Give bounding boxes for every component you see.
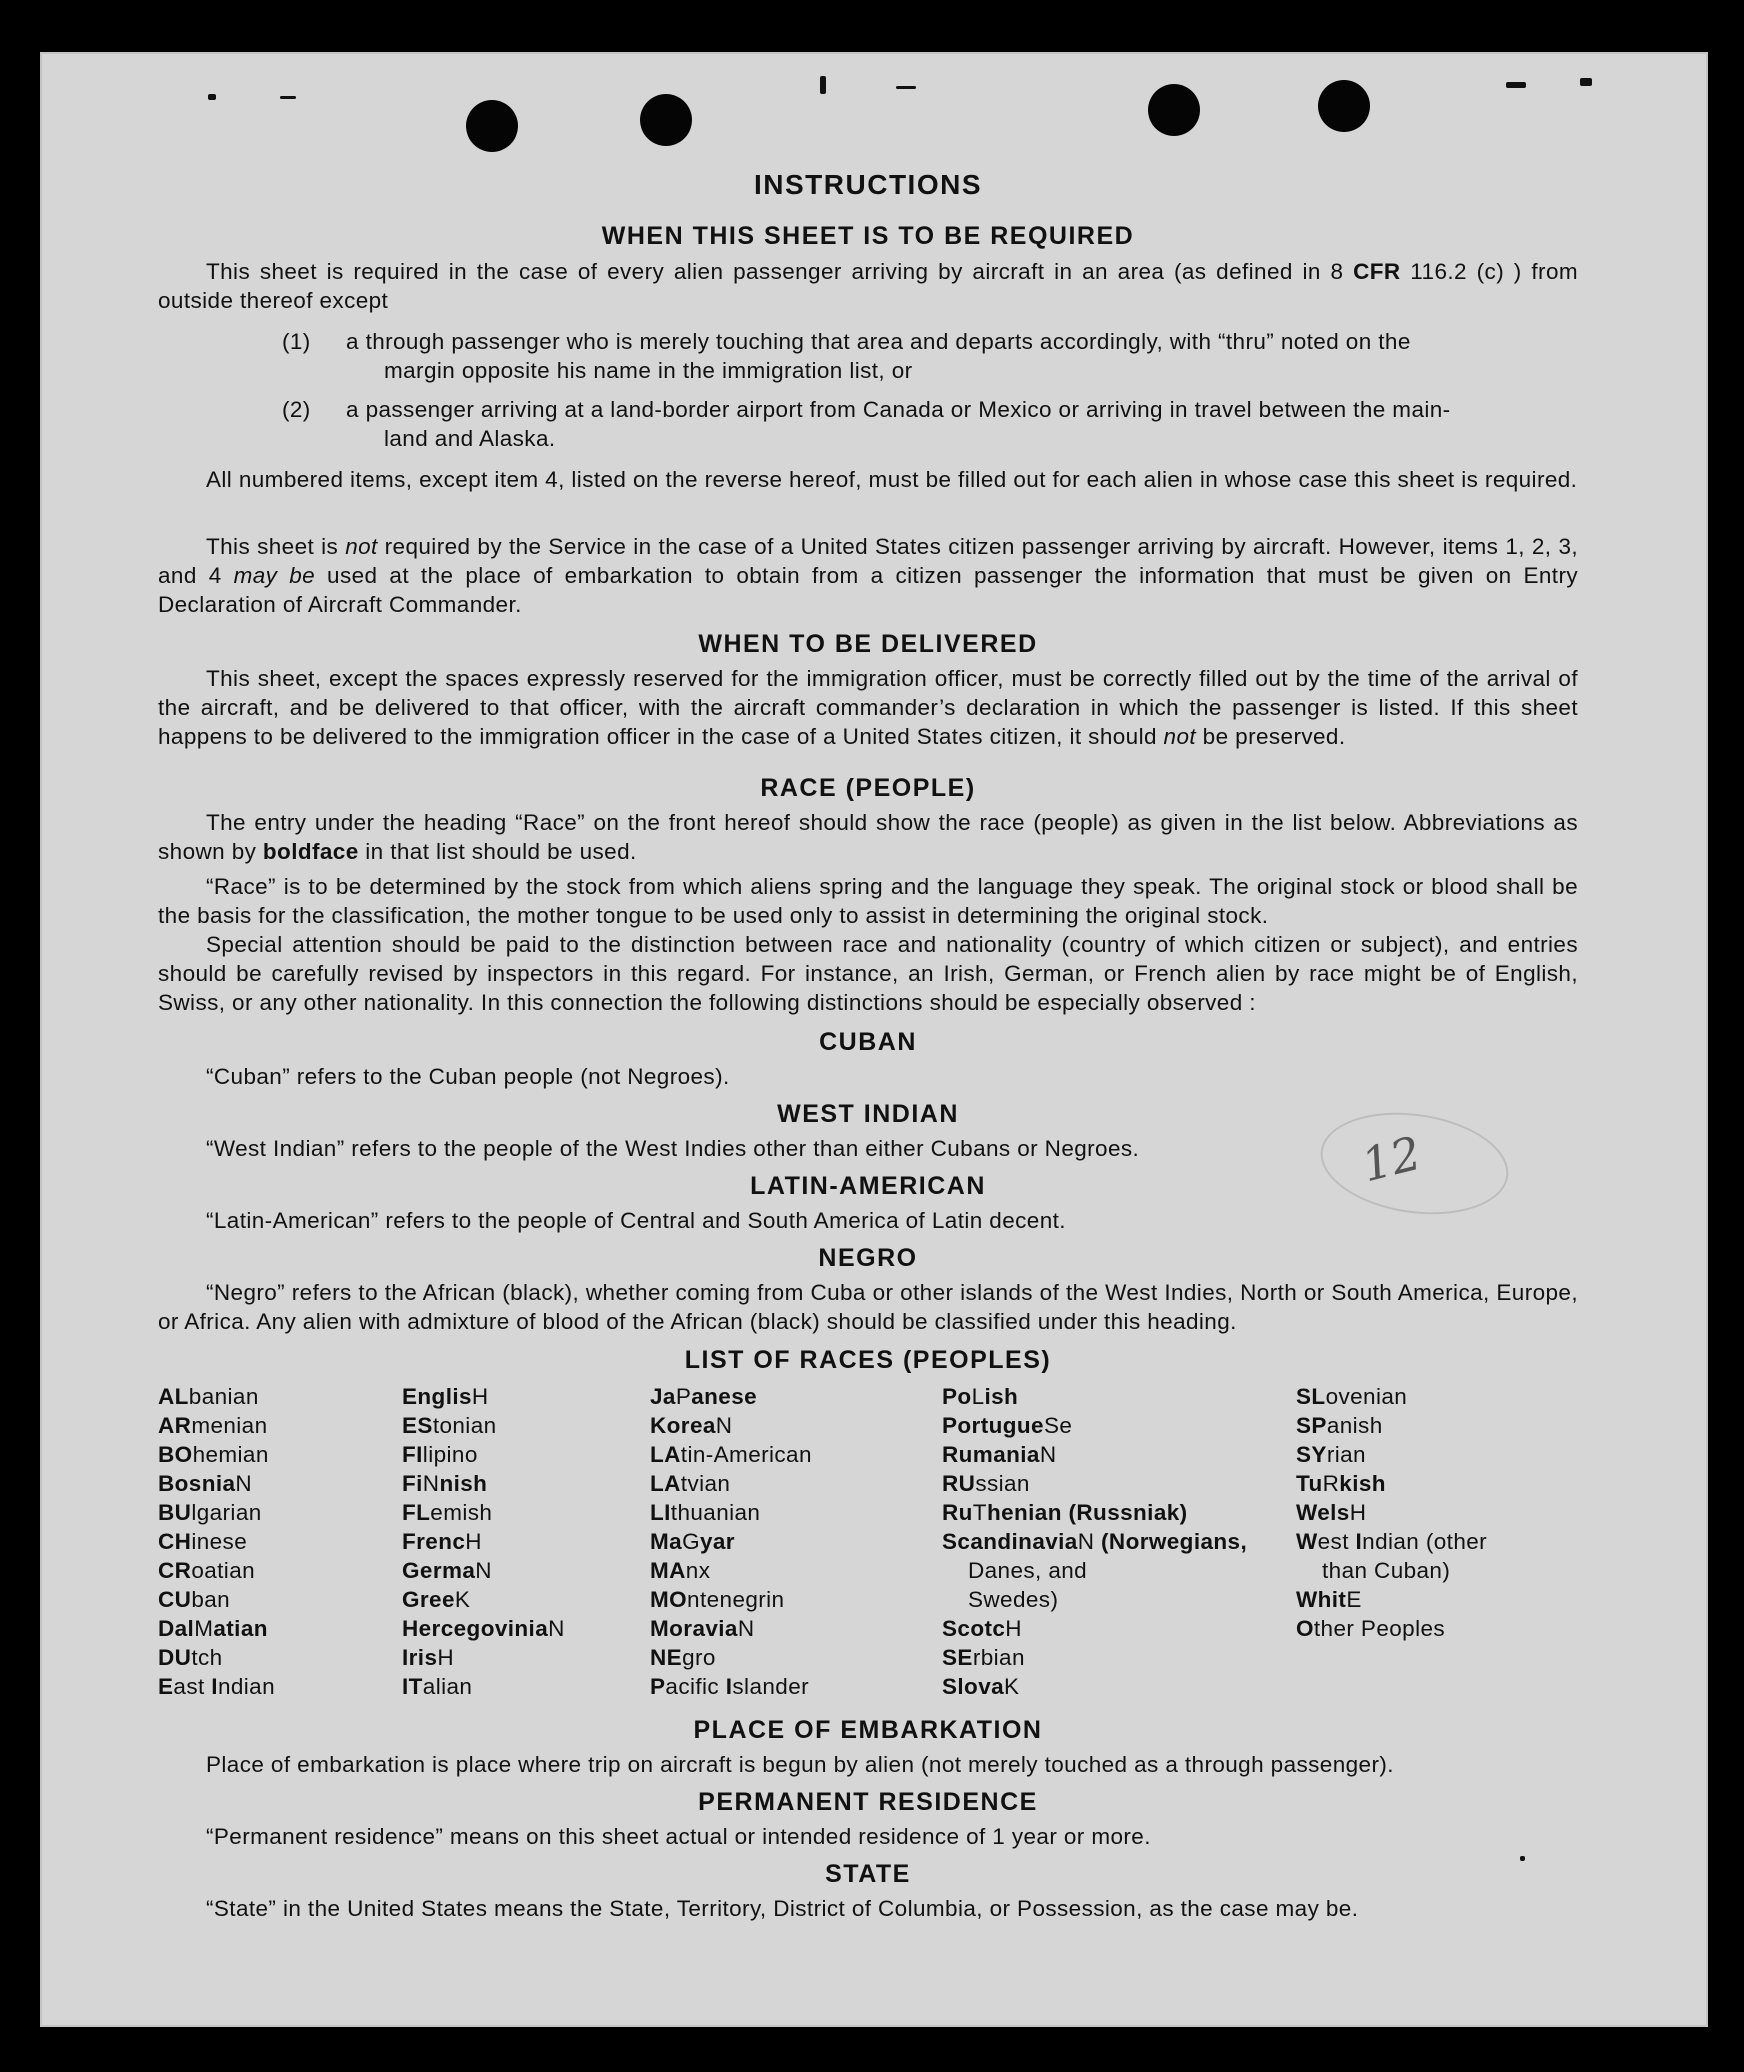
race-entry: DUtch <box>158 1645 223 1670</box>
paragraph-numbered-items: All numbered items, except item 4, listed on the reverse hereof, must be filled out for each alien in whose case this sheet is required. <box>206 467 1578 492</box>
race-entry: PortugueSe <box>942 1413 1073 1438</box>
paragraph-required: This sheet is required in the case of every alien passenger arriving by aircraft in an area (as defined in 8 CFR 116.2 (c) ) from outside thereof except <box>158 259 1578 313</box>
race-entry: than Cuban) <box>1322 1558 1451 1583</box>
race-entry: TuRkish <box>1296 1471 1386 1496</box>
item-text: a through passenger who is merely touching that area and departs accordingly, with “thru” noted on the margin opposite his name in the immigration list, or <box>346 329 1411 383</box>
race-entry: FrencH <box>402 1529 482 1554</box>
paragraph-west-indian: “West Indian” refers to the people of the West Indies other than either Cubans or Negroes. <box>206 1136 1140 1161</box>
race-entry: GermaN <box>402 1558 492 1583</box>
race-entry: BOhemian <box>158 1442 269 1467</box>
race-entry: LAtvian <box>650 1471 731 1496</box>
race-entry: RuThenian (Russniak) <box>942 1500 1188 1525</box>
punch-hole <box>640 94 692 146</box>
race-entry: EStonian <box>402 1413 497 1438</box>
race-entry: CHinese <box>158 1529 248 1554</box>
item-number: (1) <box>282 329 311 354</box>
race-entry: ITalian <box>402 1674 473 1699</box>
race-entry: Swedes) <box>968 1587 1059 1612</box>
heading-negro: NEGRO <box>818 1244 918 1272</box>
race-entry: BUlgarian <box>158 1500 262 1525</box>
race-entry: Danes, and <box>968 1558 1088 1583</box>
scan-speck <box>896 86 916 89</box>
document-sheet <box>40 52 1708 2027</box>
heading-when-delivered: WHEN TO BE DELIVERED <box>698 630 1038 658</box>
race-entry: RumaniaN <box>942 1442 1057 1467</box>
race-entry: MAnx <box>650 1558 711 1583</box>
race-entry: CRoatian <box>158 1558 256 1583</box>
race-entry: SPanish <box>1296 1413 1383 1438</box>
heading-latin-american: LATIN-AMERICAN <box>750 1172 986 1200</box>
scan-speck <box>280 96 296 99</box>
scan-speck <box>1506 82 1526 88</box>
races-column <box>650 1382 812 1701</box>
race-entry: LAtin-American <box>650 1442 812 1467</box>
race-entry: MoraviaN <box>650 1616 755 1641</box>
heading-state: STATE <box>825 1860 911 1888</box>
race-entry: ARmenian <box>158 1413 268 1438</box>
races-column <box>158 1382 275 1701</box>
race-entry: IrisH <box>402 1645 455 1670</box>
paragraph-delivered: This sheet, except the spaces expressly reserved for the immigration officer, must be correctly filled out by the time of the arrival of the aircraft, and be delivered to that officer, with the aircraft commander’s declaration in which the passenger is listed. If this sheet happens to be delivered to the immigration officer in the case of a United States citizen, it should not be preserved. <box>158 666 1578 749</box>
item-number: (2) <box>282 397 311 422</box>
punch-hole <box>466 100 518 152</box>
scan-speck <box>820 76 826 94</box>
race-entry: East Indian <box>158 1674 276 1699</box>
race-entry: MOntenegrin <box>650 1587 785 1612</box>
race-entry: ScandinaviaN (Norwegians, <box>942 1529 1248 1554</box>
heading-list-of-races: LIST OF RACES (PEOPLES) <box>684 1346 1052 1374</box>
race-entry: WhitE <box>1296 1587 1362 1612</box>
paragraph-negro: “Negro” refers to the African (black), whether coming from Cuba or other islands of the West Indies, North or South America, Europe, or Africa. Any alien with admixture of blood of the African (black) should be classified under this heading. <box>158 1280 1578 1334</box>
handwritten-number: 12 <box>1356 1125 1427 1193</box>
heading-when-required: WHEN THIS SHEET IS TO BE REQUIRED <box>601 222 1135 250</box>
race-entry: Other Peoples <box>1296 1616 1446 1641</box>
page-title: INSTRUCTIONS <box>754 169 982 200</box>
punch-hole <box>1318 80 1370 132</box>
races-column <box>402 1382 565 1701</box>
race-entry: PoLish <box>942 1384 1019 1409</box>
heading-cuban: CUBAN <box>819 1028 917 1056</box>
race-entry: Pacific Islander <box>650 1674 810 1699</box>
race-entry: ScotcH <box>942 1616 1022 1641</box>
race-entry: SLovenian <box>1296 1384 1408 1409</box>
race-entry: KoreaN <box>650 1413 733 1438</box>
race-entry: MaGyar <box>650 1529 735 1554</box>
race-entry: SlovaK <box>942 1674 1020 1699</box>
race-entry: FLemish <box>402 1500 493 1525</box>
heading-race: RACE (PEOPLE) <box>760 774 976 802</box>
race-entry: NEgro <box>650 1645 716 1670</box>
heading-place-of-embarkation: PLACE OF EMBARKATION <box>693 1716 1043 1744</box>
paragraph-citizen: This sheet is not required by the Service in the case of a United States citizen passenger arriving by aircraft. However, items 1, 2, 3, and 4 may be used at the place of embarkation to obtain from a citizen passenger the information that must be given on Entry Declaration of Aircraft Commander. <box>158 534 1579 617</box>
race-entry: WelsH <box>1296 1500 1367 1525</box>
punch-hole <box>1148 84 1200 136</box>
scan-speck <box>1580 78 1592 86</box>
paragraph-residence: “Permanent residence” means on this sheet actual or intended residence of 1 year or more. <box>206 1824 1151 1849</box>
race-entry: HercegoviniaN <box>402 1616 565 1641</box>
race-entry: FiNnish <box>402 1471 488 1496</box>
item-text: a passenger arriving at a land-border airport from Canada or Mexico or arriving in travel between the main- land and Alaska. <box>346 397 1451 451</box>
races-column <box>942 1382 1247 1701</box>
race-entry: CUban <box>158 1587 231 1612</box>
scan-speck <box>208 94 216 100</box>
race-entry: GreeK <box>402 1587 471 1612</box>
race-entry: JaPanese <box>650 1384 758 1409</box>
heading-west-indian: WEST INDIAN <box>777 1100 959 1128</box>
race-entry: DalMatian <box>158 1616 268 1641</box>
race-entry: SYrian <box>1296 1442 1366 1467</box>
race-entry: SErbian <box>942 1645 1025 1670</box>
race-entry: EnglisH <box>402 1384 489 1409</box>
paragraph-latin-american: “Latin-American” refers to the people of Central and South America of Latin decent. <box>206 1208 1066 1233</box>
paragraph-race-nationality: Special attention should be paid to the distinction between race and nationality (country of which citizen or subject), and entries should be carefully revised by inspectors in this regard. For instance, an Irish, German, or French alien by race might be of English, Swiss, or any other nationality. In this connection the following distinctions should be especially observed : <box>158 932 1578 1015</box>
race-entry: LIthuanian <box>650 1500 761 1525</box>
race-entry: BosniaN <box>158 1471 253 1496</box>
race-entry: FIlipino <box>402 1442 478 1467</box>
paragraph-state: “State” in the United States means the State, Territory, District of Columbia, or Possession, as the case may be. <box>206 1896 1359 1921</box>
paragraph-cuban: “Cuban” refers to the Cuban people (not Negroes). <box>206 1064 730 1089</box>
race-entry: ALbanian <box>158 1384 259 1409</box>
paragraph-race-stock: “Race” is to be determined by the stock from which aliens spring and the language they speak. The original stock or blood shall be the basis for the classification, the mother tongue to be used only to assist in determining the original stock. <box>158 874 1578 928</box>
paragraph-embarkation: Place of embarkation is place where trip on aircraft is begun by alien (not merely touched as a through passenger). <box>206 1752 1394 1777</box>
race-entry: RUssian <box>942 1471 1030 1496</box>
race-entry: West Indian (other <box>1296 1529 1488 1554</box>
races-column <box>1296 1382 1487 1643</box>
heading-permanent-residence: PERMANENT RESIDENCE <box>698 1788 1038 1816</box>
paragraph-race-entry: The entry under the heading “Race” on the front hereof should show the race (people) as given in the list below. Abbreviations as shown by boldface in that list should be used. <box>158 810 1578 864</box>
